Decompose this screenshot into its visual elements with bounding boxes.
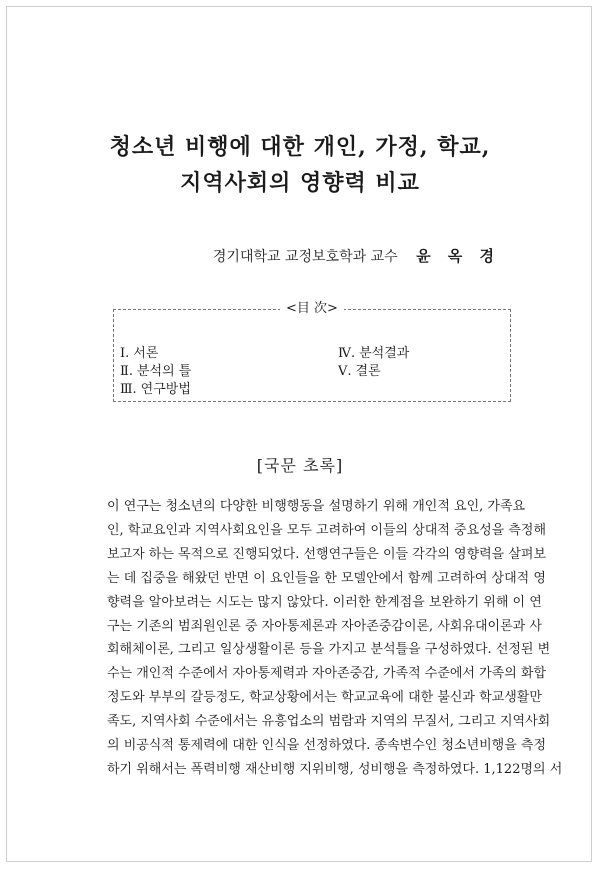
abstract-line: 수는 개인적 수준에서 자아통제력과 자아존중감, 가족적 수준에서 가족의 화합: [107, 666, 547, 682]
abstract-line: 보고자 하는 목적으로 진행되었다. 선행연구들은 이들 각각의 영향력을 살펴보: [107, 546, 547, 562]
abstract-line: 이 연구는 청소년의 다양한 비행행동을 설명하기 위해 개인적 요인, 가족요: [107, 499, 526, 514]
abstract-line: 회해체이론, 그리고 일상생활이론 등을 가지고 분석틀을 구성하였다. 선정된 변: [107, 642, 551, 658]
toc-item-3[interactable]: [120, 381, 191, 399]
paper-title-line-2: 지역사회의 영향력 비교: [180, 170, 420, 196]
toc-item-label: 분석결과: [359, 346, 410, 361]
abstract-line: 는 데 집중을 해왔던 반면 이 요인들을 한 모델안에서 함께 고려하여 상대적 영: [107, 570, 546, 586]
toc-item-label: 분석의 틀: [136, 364, 192, 379]
toc-item-number: Ⅰ.: [120, 346, 130, 361]
toc-heading: [114, 299, 510, 319]
toc-item-1[interactable]: [120, 345, 158, 363]
author-affiliation: 경기대학교 교정보호학과 교수: [212, 249, 398, 265]
toc-item-5[interactable]: [338, 363, 381, 381]
toc-item-number: Ⅳ.: [338, 346, 356, 361]
abstract-body: [107, 495, 563, 782]
toc-item-number: Ⅱ.: [120, 364, 133, 379]
abstract-line: 정도와 부부의 갈등정도, 학교상황에서는 학교교육에 대한 불신과 학교생활만: [107, 690, 542, 706]
abstract-line: 인, 학교요인과 지역사회요인을 모두 고려하여 이들의 상대적 중요성을 측정해: [107, 522, 547, 538]
toc-item-number: Ⅲ.: [120, 382, 137, 397]
abstract-heading: [국문 초록]: [256, 456, 344, 475]
abstract-line: 향력을 알아보려는 시도는 많지 않았다. 이러한 한계점을 보완하기 위해 이 연: [107, 594, 542, 610]
table-of-contents: [113, 301, 511, 402]
toc-item-4[interactable]: [338, 345, 409, 363]
toc-heading-text: <目 次>: [280, 301, 344, 316]
toc-item-label: 결론: [355, 364, 381, 379]
toc-item-label: 연구방법: [140, 382, 191, 397]
abstract-line: 족도, 지역사회 수준에서는 유흥업소의 범람과 지역의 무질서, 그리고 지역사회: [107, 714, 551, 730]
author-line: [213, 246, 500, 267]
toc-item-number: Ⅴ.: [338, 364, 352, 379]
abstract-line: 의 비공식적 통제력에 대한 인식을 선정하였다. 종속변수인 청소년비행을 측정: [107, 738, 547, 754]
toc-item-label: 서론: [133, 346, 159, 361]
author-name: 윤 옥 경: [416, 247, 500, 265]
abstract-line: 하기 위해서는 폭력비행 재산비행 지위비행, 성비행을 측정하였다. 1,122명의 서: [107, 761, 563, 777]
paper-title-line-1: 청소년 비행에 대한 개인, 가정, 학교,: [109, 134, 491, 160]
abstract-line: 구는 기존의 범죄원인론 중 자아통제론과 자아존중감이론, 사회유대이론과 사: [107, 618, 542, 634]
toc-item-2[interactable]: [120, 363, 191, 381]
